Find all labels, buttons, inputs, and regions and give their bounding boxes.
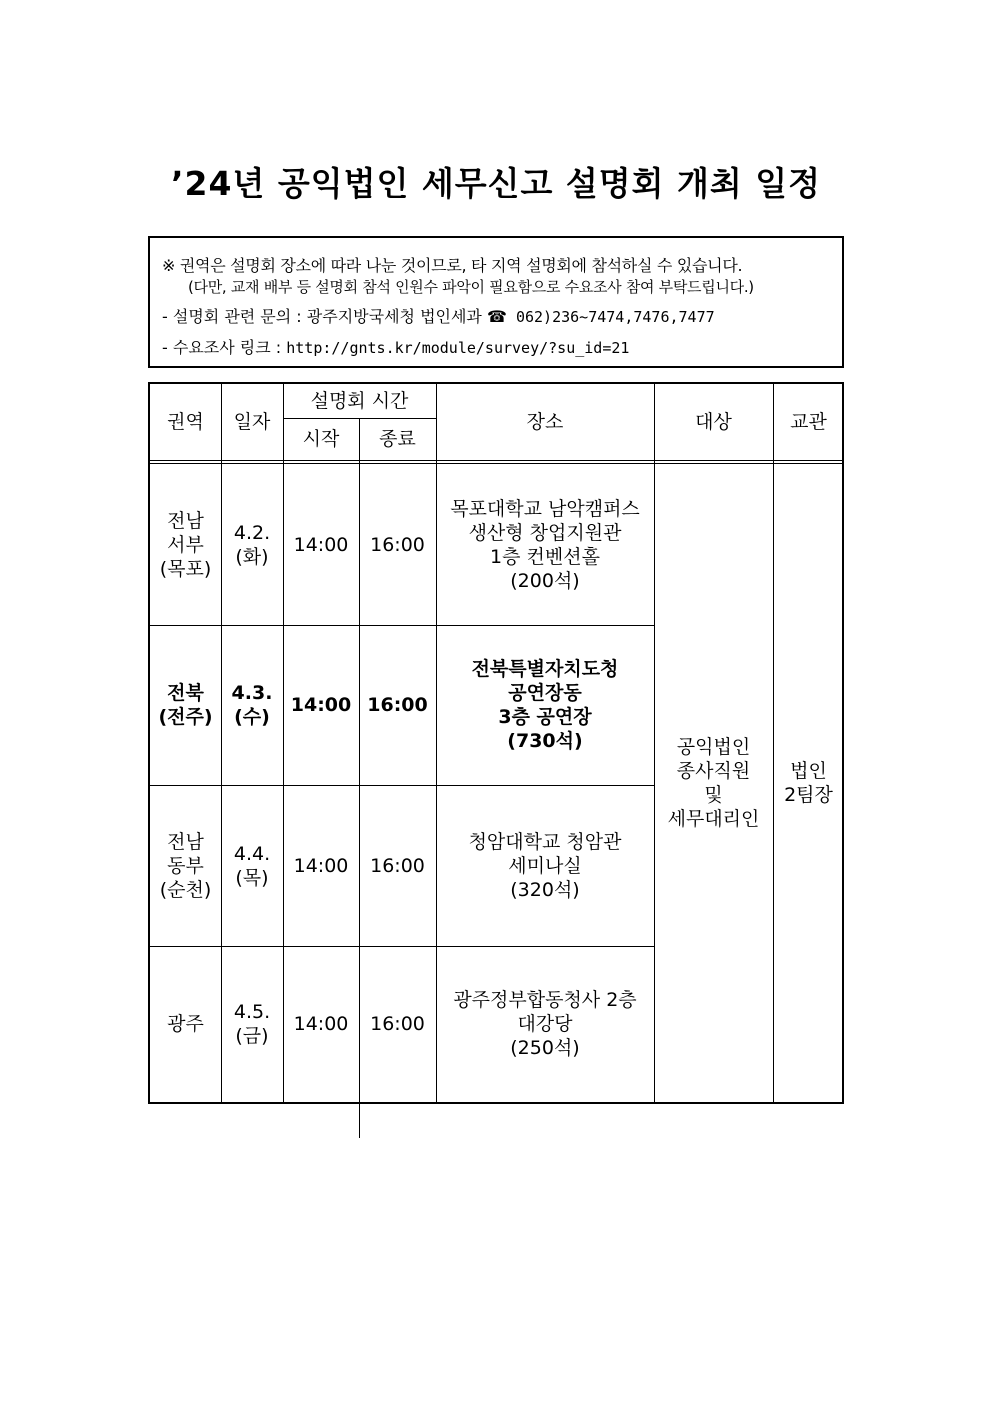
contact-label: - 설명회 관련 문의 : 광주지방국세청 법인세과 [162,307,487,326]
row-place-line: 전북특별자치도청 [471,658,619,680]
row-date-line: (수) [234,706,270,728]
header-date-line: 일자 [233,411,271,433]
row-place-line: (730석) [507,730,583,752]
row-start [283,625,359,785]
row-place-line: 세미나실 [508,854,582,877]
lecturer-cell [773,464,844,1102]
row-end [359,785,436,946]
row-place-line: 대강당 [517,1013,573,1035]
phone-icon: ☎ [486,307,507,326]
row-date-line: 4.4. [233,842,271,865]
row-date-line: (목) [235,866,269,889]
row-start [283,464,359,625]
row-end [359,464,436,625]
header-place [436,384,654,460]
row-region [150,785,221,946]
row-place-line: 공연장동 [508,682,582,704]
notice-box [148,236,844,368]
row-region-line: 서부 [167,533,204,556]
row-date-line: (금) [235,1025,269,1047]
header-region [150,384,221,460]
header-target-line: 대상 [695,411,732,433]
page-title: ’24년 공익법인 세무신고 설명회 개최 일정 [171,164,821,203]
row-place [436,625,654,785]
row-place [436,464,654,625]
row-date-line: 4.3. [231,682,273,704]
row-start-line: 14:00 [293,533,349,556]
row-date-line: 4.2. [233,521,271,544]
row-end [359,946,436,1102]
row-region-line: 전북 [167,682,204,704]
row-region-line: 동부 [167,854,204,877]
row-start [283,946,359,1102]
target-cell-line: 및 [704,784,723,806]
row-place-line: 3층 공연장 [498,706,592,728]
row-region [150,946,221,1102]
row-region-line: (전주) [158,706,213,728]
row-start-line: 14:00 [290,694,352,716]
row-region-line: 광주 [167,1013,204,1035]
row-place-line: 광주정부합동청사 2층 [453,989,637,1011]
lecturer-cell-line: 법인 [790,760,827,782]
row-region-line: (목포) [159,557,212,580]
row-region-line: 전남 [167,509,204,532]
schedule-table [148,382,844,1104]
target-cell-line: 세무대리인 [667,808,760,830]
target-cell-line: 종사직원 [676,760,751,782]
header-time-group [283,384,436,418]
row-place-line: 청암대학교 청암관 [468,830,622,853]
row-date [221,946,283,1102]
target-cell [654,464,773,1102]
survey-link-label: - 수요조사 링크 : [162,338,287,357]
row-end-line: 16:00 [370,1013,425,1035]
row-start-line: 14:00 [293,1013,349,1035]
lecturer-cell-line: 2팀장 [784,784,833,806]
row-place [436,946,654,1102]
row-place [436,785,654,946]
header-date [221,384,283,460]
row-region [150,464,221,625]
header-start [283,418,359,460]
row-region [150,625,221,785]
header-lecturer [773,384,844,460]
row-date [221,785,283,946]
row-place-line: 목포대학교 남악캠퍼스 [450,497,640,520]
header-start-line: 시작 [302,428,340,450]
header-time-group-line: 설명회 시간 [310,390,409,412]
row-region-line: 전남 [167,830,204,853]
contact-phone: 062)236~7474,7476,7477 [506,308,715,326]
row-end [359,625,436,785]
row-place-line: (320석) [510,878,580,901]
row-place-line: 생산형 창업지원관 [468,521,622,544]
row-start [283,785,359,946]
notice-line-region: ※ 권역은 설명회 장소에 따라 나눈 것이므로, 타 지역 설명회에 참석하실 수 있습니다. [162,256,743,275]
row-date [221,625,283,785]
row-date-line: 4.5. [233,1001,271,1023]
row-place-line: 1층 컨벤션홀 [490,545,600,568]
row-end-line: 16:00 [367,694,428,716]
header-target [654,384,773,460]
notice-line-survey-request: (다만, 교재 배부 등 설명회 참석 인원수 파악이 필요함으로 수요조사 참여 부탁드립니다.) [188,278,754,296]
row-end-line: 16:00 [370,533,425,556]
header-end [359,418,436,460]
header-end-line: 종료 [379,428,416,450]
row-region-line: (순천) [159,878,212,901]
survey-link[interactable]: http://gnts.kr/module/survey/?su_id=21 [286,339,630,357]
row-start-line: 14:00 [293,854,349,877]
target-cell-line: 공익법인 [676,736,751,758]
header-lecturer-line: 교관 [790,411,827,433]
notice-line-survey-link [162,335,629,358]
notice-line-contact [162,304,715,327]
row-date [221,464,283,625]
row-end-line: 16:00 [370,854,425,877]
header-place-line: 장소 [526,411,564,433]
row-date-line: (화) [235,545,269,568]
header-region-line: 권역 [167,411,204,433]
row-place-line: (200석) [510,569,580,592]
row-place-line: (250석) [510,1037,580,1059]
